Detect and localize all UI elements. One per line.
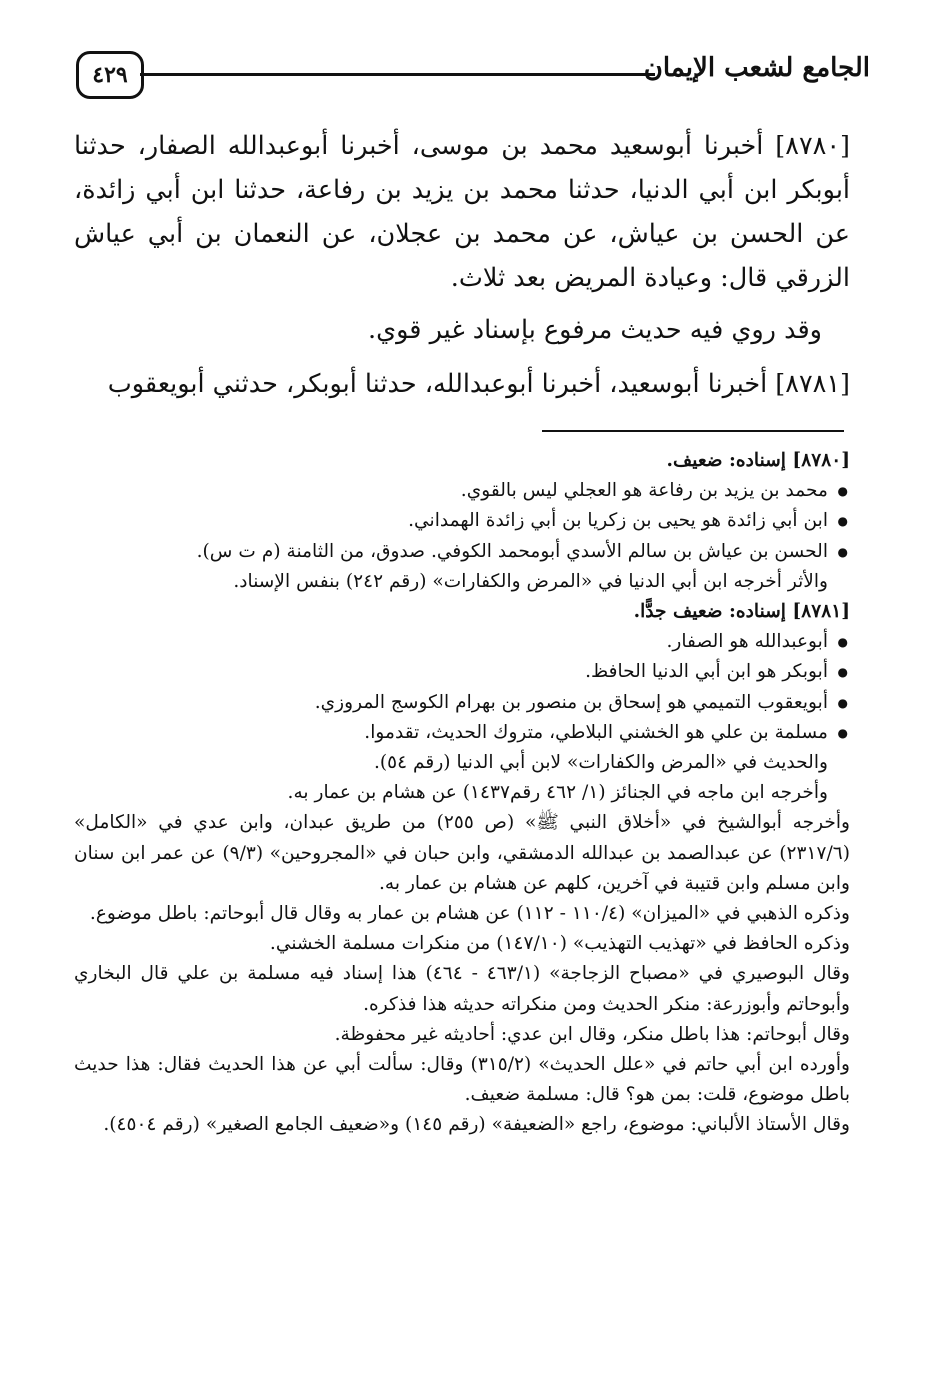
page-header [70, 45, 870, 105]
footnote-bullet: ● أبويعقوب التميمي هو إسحاق بن منصور بن بهرام الكوسج المروزي. [74, 688, 850, 718]
footnote-bullet: ● ابن أبي زائدة هو يحيى بن زكريا بن أبي زائدة الهمداني. [74, 506, 850, 536]
footnote-bullet: ● أبوعبدالله هو الصفار. [74, 627, 850, 657]
footnote-line: والأثر أخرجه ابن أبي الدنيا في «المرض والكفارات» (رقم ٢٤٢) بنفس الإسناد. [233, 570, 828, 592]
footnote-line: وقال أبوحاتم: هذا باطل منكر، وقال ابن عدي: أحاديثه غير محفوظة. [334, 1023, 850, 1045]
footnote-line: وأخرجه ابن ماجه في الجنائز (١/ ٤٦٢ رقم١٤٣٧) عن هشام بن عمار به. [287, 782, 828, 804]
main-text [74, 124, 850, 406]
footnote-heading: [٨٧٨١] إسناده: ضعيف جدًّا. [633, 601, 850, 623]
footnote-line: وذكره الذهبي في «الميزان» (١١٠/٤ - ١١٢) عن هشام بن عمار به وقال قال أبوحاتم: باطل موضوع. [89, 903, 850, 925]
footnote-line: وذكره الحافظ في «تهذيب التهذيب» (١٤٧/١٠) من منكرات مسلمة الخشني. [269, 933, 850, 955]
footnote-bullet: ● الحسن بن عياش بن سالم الأسدي أبومحمد الكوفي. صدوق، من الثامنة (م ت س). [74, 537, 850, 567]
header-rule [140, 73, 655, 76]
footnote-line: والحديث في «المرض والكفارات» لابن أبي الدنيا (رقم ٥٤). [373, 752, 828, 774]
book-title: الجامع لشعب الإيمان [643, 53, 870, 83]
footnote-line: وقال الأستاذ الألباني: موضوع، راجع «الضعيفة» (رقم ١٤٥) و«ضعيف الجامع الصغير» (رقم ٤٥٠٤). [103, 1114, 850, 1136]
footnote-divider [542, 430, 844, 432]
footnotes [74, 446, 850, 1141]
footnote-line: وقال البوصيري في «مصباح الزجاجة» (٤٦٣/١ - ٤٦٤) هذا إسناد فيه مسلمة بن علي قال البخاري وأبوحاتم وأبوزرعة: منكر الحديث ومن منكراته حديثه هذا فذكره. [74, 963, 850, 1015]
footnote-line: وأخرجه أبوالشيخ في «أخلاق النبي ﷺ» (ص ٢٥٥) من طريق عبدان، وابن عدي في «الكامل» (٢٣١٧/٦) عن عبدالصمد بن عبدالله الدمشقي، وابن حبان في «المجروحين» (٩/٣) عن عمر ابن سنان وابن مسلم وابن قتيبة في آخرين، كلهم عن هشام بن عمار به. [74, 812, 850, 894]
footnote-heading: [٨٧٨٠] إسناده: ضعيف. [666, 450, 850, 471]
page-number-badge: ٤٢٩ [76, 51, 144, 99]
paragraph: وقد روي فيه حديث مرفوع بإسناد غير قوي. [368, 315, 822, 345]
footnote-line: وأورده ابن أبي حاتم في «علل الحديث» (٣١٥/٢) وقال: سألت أبي عن هذا الحديث فقال: هذا حديث باطل موضوع، قلت: بمن هو؟ قال: مسلمة ضعيف. [74, 1054, 851, 1106]
paragraph: [٨٧٨١] أخبرنا أبوسعيد، أخبرنا أبوعبدالله، حدثنا أبوبكر، حدثني أبويعقوب [107, 369, 850, 399]
footnote-bullet: ● مسلمة بن علي هو الخشني البلاطي، متروك الحديث، تقدموا. [74, 718, 850, 748]
footnote-bullet: ● محمد بن يزيد بن رفاعة هو العجلي ليس بالقوي. [74, 476, 850, 506]
paragraph: [٨٧٨٠] أخبرنا أبوسعيد محمد بن موسى، أخبرنا أبوعبدالله الصفار، حدثنا أبوبكر ابن أبي الدنيا، حدثنا محمد بن يزيد بن رفاعة، حدثنا ابن أبي زائدة، عن الحسن بن عياش، عن محمد بن عجلان، عن النعمان بن أبي عياش الزرقي قال: وعيادة المريض بعد ثلاث. [74, 131, 850, 293]
footnote-bullet: ● أبوبكر هو ابن أبي الدنيا الحافظ. [74, 657, 850, 687]
